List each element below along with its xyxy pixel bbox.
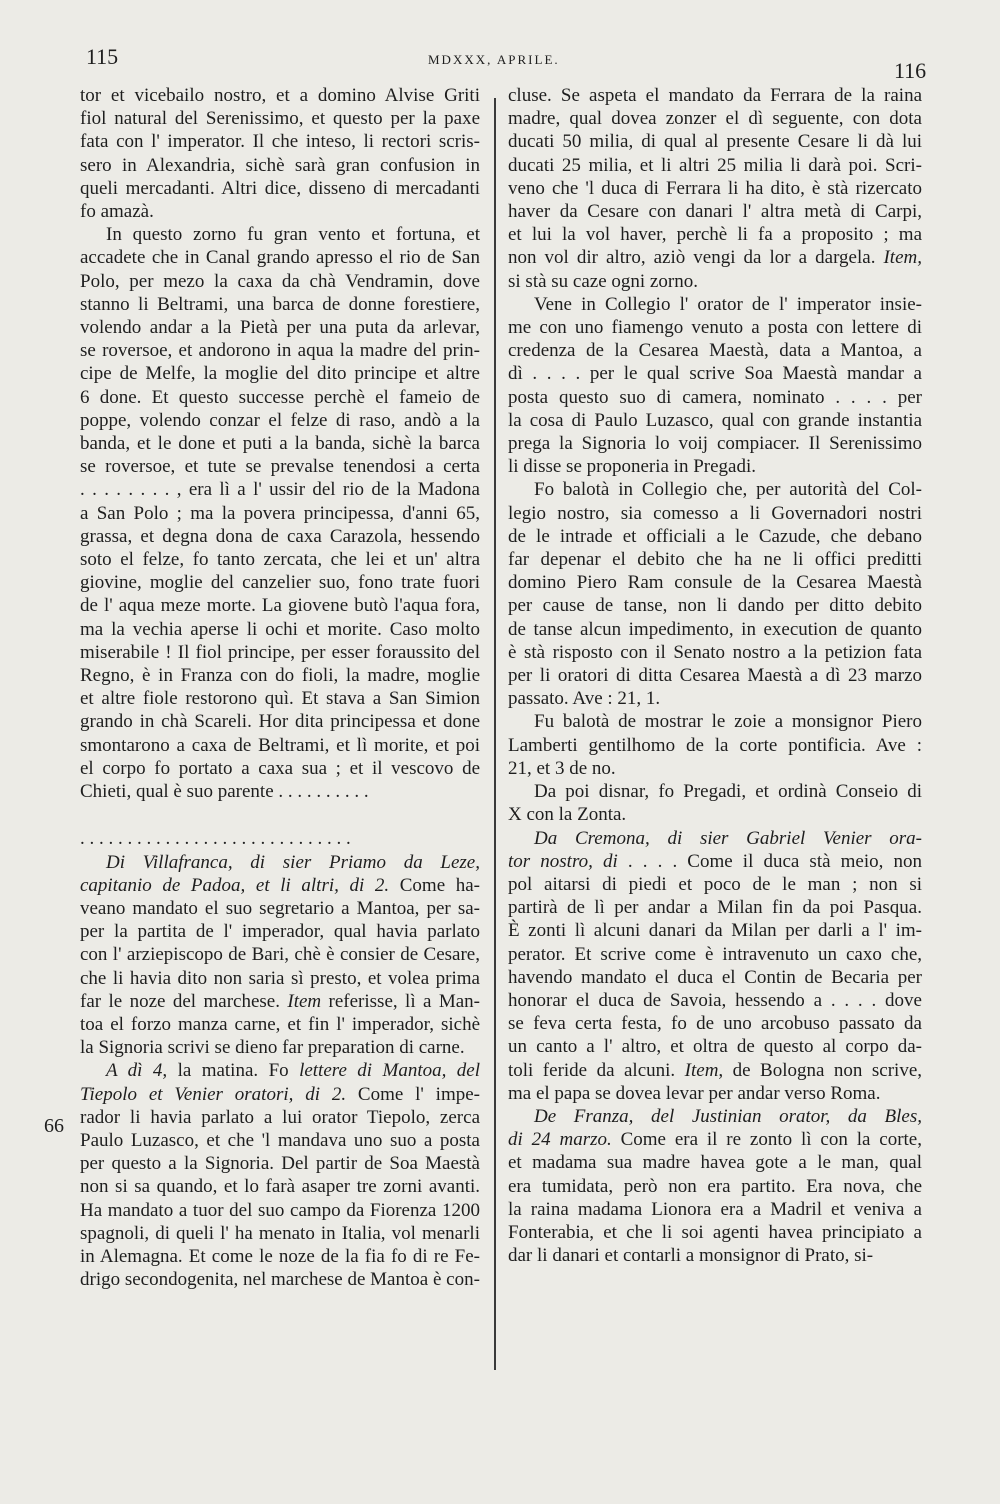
text-line: volendo andar a la Pietà per una puta da arlevar,: [80, 317, 480, 339]
page-number-right: 116: [894, 58, 927, 83]
text-line: sero in Alexandria, sichè sarà gran confusion in: [80, 154, 480, 176]
text-line: spagnoli, di queli l' ha menato in Italia, vol menarli: [80, 1222, 480, 1244]
text-line: Chieti, qual è suo parente . . . . . . . . . .: [80, 781, 369, 803]
text-line: per la partita de l' imperador, qual havia parlato: [80, 921, 480, 943]
text-line: con l' arziepiscopo de Bari, chè è consier de Cesare,: [80, 944, 480, 966]
text-line: Paulo Luzasco, et che 'l mandava uno suo a posta: [80, 1129, 480, 1151]
text-line: Vene in Collegio l' orator de l' imperator insie-: [534, 293, 922, 315]
text-line: era tumidata, però non era partito. Era nova, che: [508, 1175, 922, 1197]
text-line: fiol natural del Serenissimo, et questo per la paxe: [80, 108, 480, 130]
text-line: credenza de la Cesarea Maestà, data a Mantoa, a: [508, 340, 922, 362]
text-line: legio nostro, sia comesso a li Governadori nostri: [508, 502, 922, 524]
text-line: perator. Et scrive come è intravenuto un caxo che,: [508, 943, 922, 965]
text-line: de le intrade et officiali a le Cazude, che debano: [508, 525, 922, 547]
text-line: soto el felze, fo tanto zercata, che lei et un' altra: [80, 549, 480, 571]
text-line: toa el forzo manza carne, et fin l' imperador, sichè: [80, 1013, 480, 1035]
text-line: ma la vechia aperse li ochi et morite. Caso molto: [80, 618, 480, 640]
text-line: partirà de lì per andar a Milan fin da poi Pasqua.: [508, 897, 922, 919]
text-line: la Signoria scrivi se dieno far preparation di carne.: [80, 1037, 465, 1059]
text-line: domino Piero Ram consule de la Cesarea Maestà: [508, 572, 922, 594]
text-line: Da poi disnar, fo Pregadi, et ordinà Conseio di: [534, 781, 922, 803]
page-number-left: 115: [86, 44, 119, 69]
text-line: et altre fiole restorono quì. Et stava a San Simion: [80, 688, 480, 710]
text-line: li disse se proponeria in Pregadi.: [508, 456, 757, 478]
text-line: X con la Zonta.: [508, 804, 627, 826]
text-line: far le noze del marchese. Item referisse, lì a Man-: [80, 990, 480, 1012]
text-line: Fu balotà de mostrar le zoie a monsignor Piero: [534, 711, 922, 733]
text-line: grassa, et degna dona de caxa Carazola, hessendo: [80, 525, 480, 547]
text-line: cluse. Se aspeta el mandato da Ferrara de la raina: [508, 85, 922, 106]
text-line: Tiepolo et Venier oratori, di 2. Come l' impe-: [80, 1083, 480, 1105]
text-line: se feva certa festa, fo de uno arcobuso passato da: [508, 1013, 922, 1035]
text-line: pol aitarsi di piedi et poco de le man ; non si: [508, 873, 922, 895]
text-line: . . . . . . . . , era lì a l' ussir del rio de la Madona: [80, 479, 480, 501]
text-line: far depenar el debito che ha ne li offici preditti: [508, 549, 922, 571]
text-line: 21, et 3 de no.: [508, 757, 616, 779]
text-line: un canto a l' altro, et oltra de questo al corpo da-: [508, 1036, 922, 1058]
text-line: et lui la vol haver, perchè li fa a proposito ; ma: [508, 224, 922, 246]
text-line: non vol dir altro, aziò vengi da lor a dargela. Item,: [508, 247, 922, 269]
text-line: ducati 50 milia, di qual al presente Cesare li dà lui: [508, 131, 922, 153]
text-line: smontarono a caxa de Beltrami, et lì morite, et poi: [80, 734, 480, 756]
text-line: de tanse alcun impedimento, in execution de quanto: [508, 618, 922, 640]
text-line: Ha mandato a tuor del suo campo da Fiorenza 1200: [80, 1199, 480, 1221]
text-line: prega la Signoria lo voij compiacer. Il Serenissimo: [508, 433, 922, 455]
text-line: . . . . . . . . . . . . . . . . . . . . . . . . . . . . .: [80, 828, 351, 850]
text-line: el corpo fo portato a caxa sua ; et il vescovo de: [80, 757, 480, 779]
text-line: veno che 'l duca di Ferrara li ha dito, è stà rizercato: [508, 177, 922, 199]
text-line: queli mercadanti. Altri dice, disseno di mercadanti: [80, 177, 480, 199]
text-line: è stà risposto con il Senato nostro a la petizion fata: [508, 641, 922, 663]
left-column: [80, 84, 480, 1291]
text-line: non si sa quando, et lo farà asaper tre zorni avanti.: [80, 1176, 480, 1198]
text-line: madre, qual dovea zonzer el dì seguente, con dota: [508, 108, 922, 130]
text-line: la raina madama Lionora era a Madril et veniva a: [508, 1198, 922, 1220]
text-line: miserabile ! Il fiol principe, per esser foraussito del: [80, 641, 480, 663]
text-line: ducati 25 milia, et li altri 25 milia li darà poi. Scri-: [508, 154, 922, 176]
text-line: Di Villafranca, di sier Priamo da Leze,: [106, 851, 480, 873]
text-line: giovine, moglie del canzelier suo, fono trate fuori: [80, 572, 480, 594]
text-line: accadete che in Canal grando apresso el rio de San: [80, 247, 480, 269]
text-line: poppe, volendo conzar el felze di raso, andò a la: [80, 409, 480, 431]
text-line: passato. Ave : 21, 1.: [508, 688, 661, 710]
text-line: rador li havia parlato a lui orator Tiepolo, zerca: [80, 1106, 480, 1128]
text-line: si stà su caze ogni zorno.: [508, 270, 698, 292]
text-line: havendo mandato el duca el Contin de Becaria per: [508, 966, 922, 988]
text-line: fo amazà.: [80, 201, 154, 223]
text-line: È zonti lì alcuni danari da Milan per darli a l' im-: [508, 920, 922, 942]
text-line: veano mandato el suo segretario a Mantoa, per sa-: [80, 897, 480, 919]
text-line: se roversoe, et tute se prevalse tenendosi a certa: [80, 456, 480, 478]
text-line: A dì 4, la matina. Fo lettere di Mantoa, del: [106, 1060, 480, 1082]
text-line: in Alemagna. Et come le noze de la fia fo di re Fe-: [80, 1245, 480, 1267]
text-line: honorar el duca de Savoia, hessendo a . . . . dove: [508, 989, 922, 1011]
text-line: Fo balotà in Collegio che, per autorità del Col-: [534, 479, 922, 501]
column-rule: [494, 98, 496, 1370]
running-title: MDXXX, APRILE.: [428, 52, 560, 67]
text-line: drigo secondogenita, nel marchese de Mantoa è con-: [80, 1269, 480, 1291]
right-column: [508, 84, 922, 1267]
text-line: a San Polo ; ma la povera principessa, d'anni 65,: [80, 502, 480, 524]
text-line: posta questo suo di camera, nominato . . . . per: [508, 386, 922, 408]
text-line: capitanio de Padoa, et li altri, di 2. Come ha-: [80, 874, 480, 896]
text-line: et madama sua madre havea gote a le man, qual: [508, 1152, 922, 1174]
text-line: per questo a la Signoria. Del partir de Soa Maestà: [80, 1153, 480, 1175]
margin-number: 66: [44, 1115, 64, 1137]
text-line: banda, et le done et puti a la banda, sichè la barca: [80, 433, 480, 455]
text-line: In questo zorno fu gran vento et fortuna, et: [106, 224, 480, 246]
text-line: cipe de Melfe, la moglie del dito principe et altre: [80, 363, 480, 385]
text-line: haver da Cesare con danari l' altra metà di Carpi,: [508, 201, 922, 223]
text-line: tor et vicebailo nostro, et a domino Alvise Griti: [80, 85, 480, 106]
text-line: Polo, per mezo la caxa da chà Vendramin, dove: [80, 270, 480, 292]
text-line: Fonterabia, et che li soi agenti havea principiato a: [508, 1221, 922, 1243]
text-line: toli feride da alcuni. Item, de Bologna non scrive,: [508, 1059, 923, 1081]
text-line: 6 done. Et questo successe perchè el fameio de: [80, 386, 480, 408]
text-line: Regno, è in Franza con do fioli, la madre, moglie: [80, 665, 480, 687]
text-line: fata con l' imperator. Il che inteso, li rectori scris-: [80, 131, 480, 153]
text-line: che li havia dito non saria sì presto, et volea prima: [80, 967, 480, 989]
text-line: Da Cremona, di sier Gabriel Venier ora-: [534, 827, 922, 849]
text-line: per li oratori di ditta Cesarea Maestà a dì 23 marzo: [508, 665, 922, 687]
page-header: [0, 40, 1000, 83]
text-line: tor nostro, di . . . . Come il duca stà meio, non: [508, 850, 922, 872]
text-line: grando in chà Scareli. Hor dita principessa et done: [80, 711, 480, 733]
text-line: Lamberti gentilhomo de la corte pontificia. Ave :: [508, 734, 922, 756]
text-line: stanno li Beltrami, una barca de donne forestiere,: [80, 293, 480, 315]
text-line: me con uno fiamengo venuto a posta con lettere di: [508, 317, 922, 339]
text-line: per cause de tanse, non li dando per ditto debito: [508, 595, 922, 617]
text-line: ma el papa se dovea levar per andar verso Roma.: [508, 1082, 881, 1104]
text-line: dì . . . . per le qual scrive Soa Maestà mandar a: [508, 363, 922, 385]
text-line: di 24 marzo. Come era il re zonto lì con la corte,: [508, 1129, 922, 1151]
text-line: de l' aqua meze morte. La giovene butò l'aqua fora,: [80, 595, 480, 617]
text-line: De Franza, del Justinian orator, da Bles,: [534, 1105, 922, 1127]
text-line: la cosa di Paulo Luzasco, qual con grande instantia: [508, 409, 922, 431]
text-line: dar li danari et contarli a monsignor di Prato, si-: [508, 1245, 874, 1267]
text-line: se roversoe, et andorono in aqua la madre del prin-: [80, 340, 480, 362]
